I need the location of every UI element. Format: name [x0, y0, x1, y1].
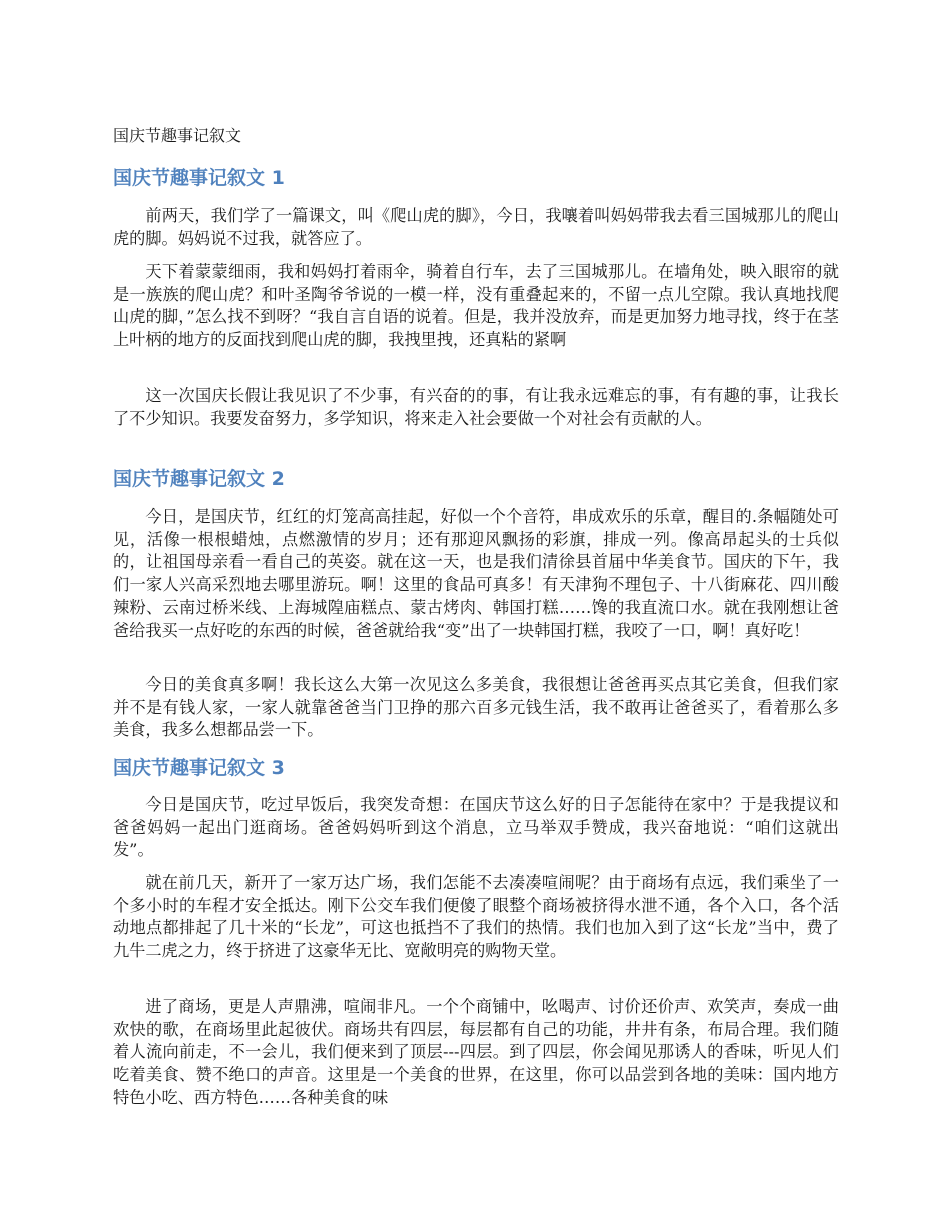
paragraph: 就在前几天，新开了一家万达广场，我们怎能不去凑凑喧闹呢？由于商场有点远，我们乘坐了一个多小时的车程才安全抵达。刚下公交车我们便傻了眼整个商场被挤得水泄不通，各个入口，各个活动地点都排起了几十米的“长龙”，可这也抵挡不了我们的热情。我们也加入到了这“长龙”当中，费了九牛二虎之力，终于挤进了这豪华无比、宽敞明亮的购物天堂。 — [113, 873, 839, 961]
document-title: 国庆节趣事记叙文 — [113, 126, 242, 145]
paragraph: 今日是国庆节，吃过早饭后，我突发奇想：在国庆节这么好的日子怎能待在家中？于是我提议和爸爸妈妈一起出门逛商场。爸爸妈妈听到这个消息，立马举双手赞成，我兴奋地说：“咱们这就出发”。 — [113, 795, 839, 860]
paragraph: 进了商场，更是人声鼎沸，喧闹非凡。一个个商铺中，吆喝声、讨价还价声、欢笑声，奏成一曲欢快的歌，在商场里此起彼伏。商场共有四层，每层都有自己的功能，井井有条，布局合理。我们随着人流向前走，不一会儿，我们便来到了顶层---四层。到了四层，你会闻见那诱人的香味，听见人们吃着美食、赞不绝口的声音。这里是一个美食的世界，在这里，你可以品尝到各地的美味：国内地方特色小吃、西方特色……各种美食的味 — [113, 997, 839, 1107]
paragraph: 今日的美食真多啊！我长这么大第一次见这么多美食，我很想让爸爸再买点其它美食，但我们家并不是有钱人家，一家人就靠爸爸当门卫挣的那六百多元钱生活，我不敢再让爸爸买了，看着那么多美食，我多么想都品尝一下。 — [113, 675, 839, 740]
paragraph: 今日，是国庆节，红红的灯笼高高挂起，好似一个个音符，串成欢乐的乐章，醒目的.条幅随处可见，活像一根根蜡烛，点燃激情的岁月；还有那迎风飘扬的彩旗，排成一列。像高昂起头的士兵似的，让祖国母亲看一看自己的英姿。就在这一天，也是我们清徐县首届中华美食节。国庆的下午，我们一家人兴高采烈地去哪里游玩。啊！这里的食品可真多！有天津狗不理包子、十八街麻花、四川酸辣粉、云南过桥米线、上海城隍庙糕点、蒙古烤肉、韩国打糕……馋的我直流口水。就在我刚想让爸爸给我买一点好吃的东西的时候，爸爸就给我“变”出了一块韩国打糕，我咬了一口，啊！真好吃！ — [113, 507, 839, 640]
paragraph: 天下着蒙蒙细雨，我和妈妈打着雨伞，骑着自行车，去了三国城那儿。在墙角处，映入眼帘的就是一族族的爬山虎？和叶圣陶爷爷说的一模一样，没有重叠起来的，不留一点儿空隙。我认真地找爬山虎的脚，”怎么找不到呀？“我自言自语的说着。但是，我并没放弃，而是更加努力地寻找，终于在茎上叶柄的地方的反面找到爬山虎的脚，我拽里拽，还真粘的紧啊 — [113, 262, 839, 350]
section-heading-3: 国庆节趣事记叙文 3 — [113, 757, 285, 779]
section-heading-2: 国庆节趣事记叙文 2 — [113, 468, 285, 490]
paragraph: 前两天，我们学了一篇课文，叫《爬山虎的脚》，今日，我嚷着叫妈妈带我去看三国城那儿的爬山虎的脚。妈妈说不过我，就答应了。 — [113, 206, 839, 248]
section-heading-1: 国庆节趣事记叙文 1 — [113, 167, 285, 189]
paragraph: 这一次国庆长假让我见识了不少事，有兴奋的的事，有让我永远难忘的事，有有趣的事，让我长了不少知识。我要发奋努力，多学知识，将来走入社会要做一个对社会有贡献的人。 — [113, 386, 839, 428]
